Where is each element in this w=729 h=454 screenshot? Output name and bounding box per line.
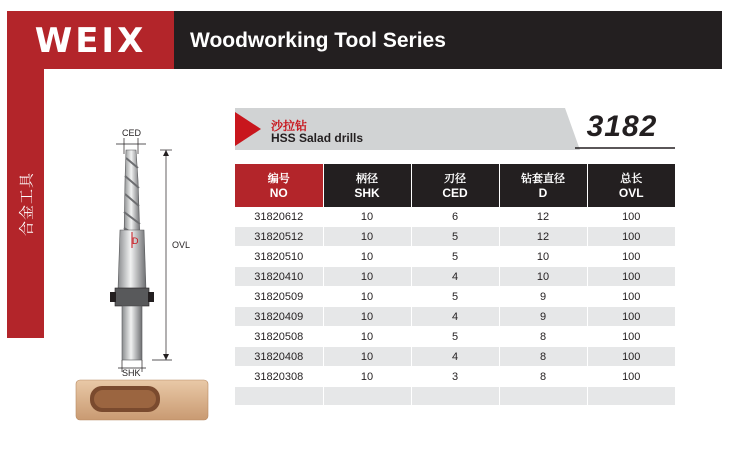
spec-table [235,164,675,406]
brand-logo [7,11,174,69]
cell-ced: 3 [411,367,499,387]
table-row-empty [235,387,675,406]
cell-d: 10 [499,247,587,267]
cell-shk: 10 [323,367,411,387]
cell-empty [499,387,587,406]
category-label: 合金工具 [17,171,35,236]
table-header-row [235,164,675,207]
column-header-ced [411,164,499,207]
column-header-en: CED [442,185,468,200]
column-header-en: OVL [618,185,644,200]
cell-shk: 10 [323,307,411,327]
product-title-band [235,108,675,150]
column-header-d [499,164,587,207]
cell-ovl: 100 [587,327,675,347]
cell-shk: 10 [323,227,411,247]
cell-ced: 5 [411,327,499,347]
cell-d: 8 [499,367,587,387]
product-name-en: HSS Salad drills [271,131,364,145]
drill-diagram [60,120,210,440]
column-header-cn: 钻套直径 [521,171,565,185]
column-header-en: NO [269,185,288,200]
cell-shk: 10 [323,247,411,267]
cell-empty [323,387,411,406]
table-row [235,207,675,227]
cell-d: 9 [499,287,587,307]
table-row [235,367,675,387]
cell-no: 31820408 [235,347,323,367]
column-header-shk [323,164,411,207]
cell-d: 10 [499,267,587,287]
cell-ced: 5 [411,287,499,307]
cell-d: 12 [499,207,587,227]
cell-empty [587,387,675,406]
cell-empty [411,387,499,406]
category-side-tab [7,69,44,338]
shk-dimension-label: SHK [122,368,141,378]
cell-ovl: 100 [587,307,675,327]
product-name-cn: 沙拉钻 [271,119,308,133]
table-row [235,307,675,327]
cell-empty [235,387,323,406]
cell-no: 31820512 [235,227,323,247]
page-title: Woodworking Tool Series [190,29,446,52]
cell-no: 31820410 [235,267,323,287]
cell-ovl: 100 [587,207,675,227]
product-code: 3182 [586,110,658,143]
table-row [235,247,675,267]
table-row [235,327,675,347]
column-header-en: D [538,185,548,200]
table-row [235,267,675,287]
cell-d: 8 [499,327,587,347]
cell-d: 8 [499,347,587,367]
cell-no: 31820409 [235,307,323,327]
cell-shk: 10 [323,267,411,287]
cell-shk: 10 [323,327,411,347]
header-bar [7,11,722,69]
column-header-cn: 柄径 [356,171,378,185]
cell-ovl: 100 [587,367,675,387]
cell-shk: 10 [323,347,411,367]
table-row [235,347,675,367]
cell-no: 31820509 [235,287,323,307]
cell-ovl: 100 [587,227,675,247]
column-header-cn: 编号 [267,171,290,185]
ovl-dimension-label: OVL [172,240,191,250]
cell-no: 31820612 [235,207,323,227]
column-header-cn: 总长 [620,171,643,185]
cell-ced: 4 [411,267,499,287]
cell-ovl: 100 [587,247,675,267]
d-dimension-label: D [132,236,139,246]
cell-ced: 5 [411,227,499,247]
cell-ced: 4 [411,347,499,367]
cell-d: 12 [499,227,587,247]
cell-no: 31820510 [235,247,323,267]
column-header-cn: 刃径 [444,171,466,185]
column-header-no [235,164,323,207]
cell-shk: 10 [323,287,411,307]
cell-no: 31820308 [235,367,323,387]
ced-dimension-label: CED [122,128,142,138]
table-row [235,287,675,307]
cell-ovl: 100 [587,347,675,367]
cell-ovl: 100 [587,287,675,307]
logo-text: WEIX [34,21,147,61]
cell-ced: 5 [411,247,499,267]
column-header-ovl [587,164,675,207]
cell-no: 31820508 [235,327,323,347]
cell-shk: 10 [323,207,411,227]
cell-d: 9 [499,307,587,327]
table-row [235,227,675,247]
cell-ced: 4 [411,307,499,327]
drill-illustration [60,120,210,440]
cell-ovl: 100 [587,267,675,287]
cell-ced: 6 [411,207,499,227]
column-header-en: SHK [354,185,380,200]
